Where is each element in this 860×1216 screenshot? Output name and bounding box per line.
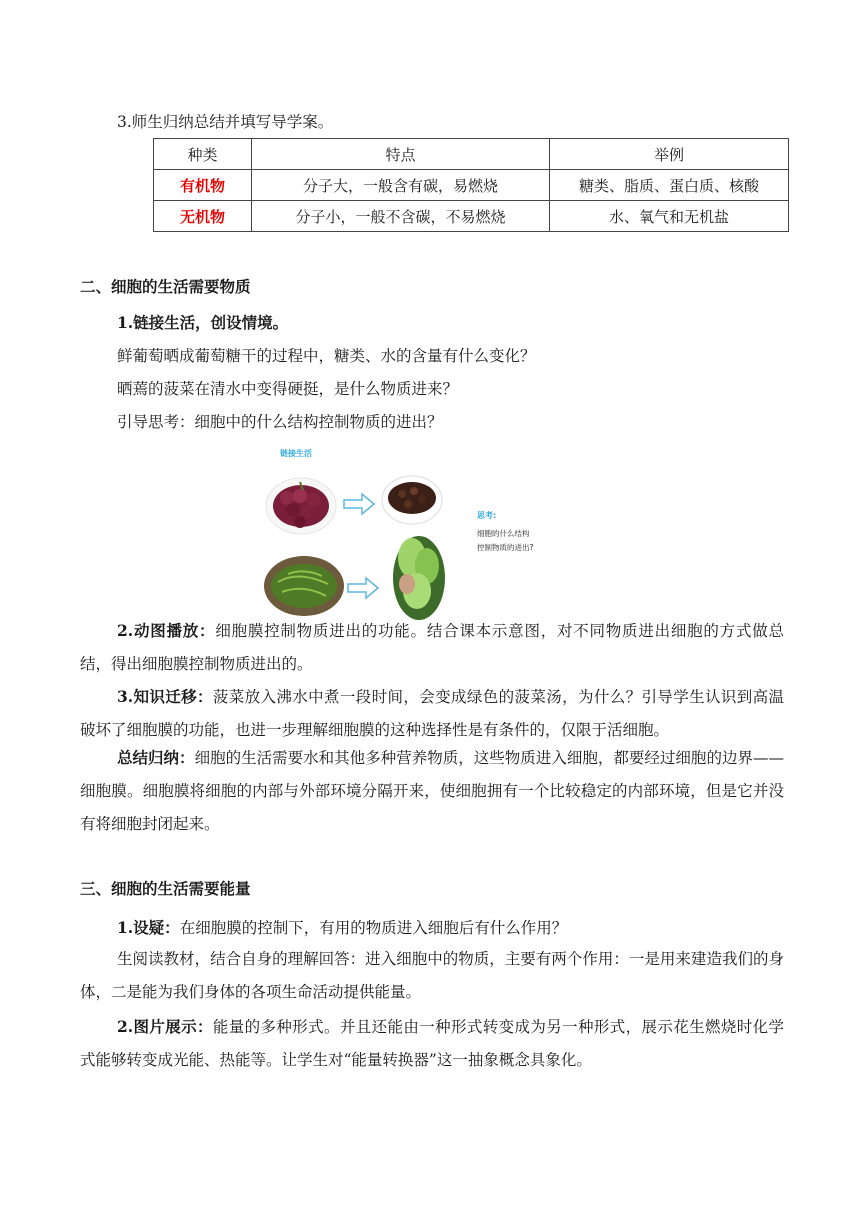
paragraph-text: 菠菜放入沸水中煮一段时间，会变成绿色的菠菜汤，为什么？引导学生认识到高温破坏了细胞膜的功能，也进一步理解细胞膜的这种选择性是有条件的，仅限于活细胞。 — [80, 688, 784, 739]
illustration-figure — [262, 446, 584, 624]
arrow-icon — [344, 494, 374, 514]
summary-instruction: 3.师生归纳总结并填写导学案。 — [117, 113, 334, 131]
table-row — [154, 201, 789, 232]
fresh-grapes-image — [266, 478, 336, 534]
paragraph-text: 在细胞膜的控制下，有用的物质进入细胞后有什么作用？ — [179, 919, 568, 937]
paragraph-label: 1.设疑： — [117, 918, 180, 937]
arrow-icon — [348, 578, 378, 598]
paragraph-text: 能量的多种形式。并且还能由一种形式转变成为另一种形式，展示花生燃烧时化学式能够转变成光能、热能等。让学生对“能量转换器”这一抽象概念具象化。 — [80, 1018, 784, 1069]
think-line: 控制物质的进出? — [477, 543, 534, 552]
section-heading: 二、细胞的生活需要物质 — [80, 278, 251, 296]
paragraph-text: 细胞的生活需要水和其他多种营养物质，这些物质进入细胞，都要经过细胞的边界——细胞膜。细胞膜将细胞的内部与外部环境分隔开来，使细胞拥有一个比较稳定的内部环境，但是它并没有将细胞封闭起来。 — [80, 749, 784, 833]
think-line: 细胞的什么结构 — [477, 529, 530, 538]
substance-table — [153, 138, 789, 232]
figure-tag: 链接生活 — [280, 449, 312, 458]
think-title: 思考: — [477, 511, 497, 520]
raisins-image — [382, 476, 442, 524]
table-cell-example: 糖类、脂质、蛋白质、核酸 — [550, 170, 789, 201]
paragraph-text: 细胞膜控制物质进出的功能。结合课本示意图，对不同物质进出细胞的方式做总结，得出细胞膜控制物质进出的。 — [80, 622, 784, 673]
table-header: 举例 — [550, 139, 789, 170]
table-cell-feature: 分子小，一般不含碳，不易燃烧 — [252, 201, 550, 232]
table-header-row — [154, 139, 789, 170]
table-row — [154, 170, 789, 201]
wilted-spinach-image — [264, 556, 344, 616]
table-cell-kind: 有机物 — [154, 170, 252, 201]
paragraph-answer: 生阅读教材，结合自身的理解回答：进入细胞中的物质，主要有两个作用：一是用来建造我们的身体，二是能为我们身体的各项生命活动提供能量。 — [80, 950, 784, 1001]
paragraph-question — [117, 911, 567, 945]
figure-graphics — [262, 446, 584, 624]
paragraph-images — [80, 1010, 784, 1077]
section-heading: 三、细胞的生活需要能量 — [80, 880, 251, 898]
paragraph-label: 2.动图播放： — [117, 621, 216, 640]
paragraph-summary — [80, 741, 784, 841]
paragraph-label: 3.知识迁移： — [117, 687, 213, 706]
fresh-spinach-image — [393, 536, 445, 620]
paragraph-label: 2.图片展示： — [117, 1017, 213, 1036]
question-text: 引导思考：细胞中的什么结构控制物质的进出？ — [117, 413, 443, 431]
question-text: 鲜葡萄晒成葡萄糖干的过程中，糖类、水的含量有什么变化？ — [117, 347, 536, 365]
table-header: 特点 — [252, 139, 550, 170]
paragraph-animation — [80, 614, 784, 681]
table-cell-feature: 分子大，一般含有碳，易燃烧 — [252, 170, 550, 201]
paragraph-label: 总结归纳： — [117, 748, 195, 767]
question-text: 晒蔫的菠菜在清水中变得硬挺，是什么物质进来？ — [117, 380, 459, 398]
paragraph-transfer — [80, 680, 784, 747]
table-header: 种类 — [154, 139, 252, 170]
table-cell-kind: 无机物 — [154, 201, 252, 232]
subsection-title: 1.链接生活，创设情境。 — [117, 313, 289, 332]
table-cell-example: 水、氧气和无机盐 — [550, 201, 789, 232]
